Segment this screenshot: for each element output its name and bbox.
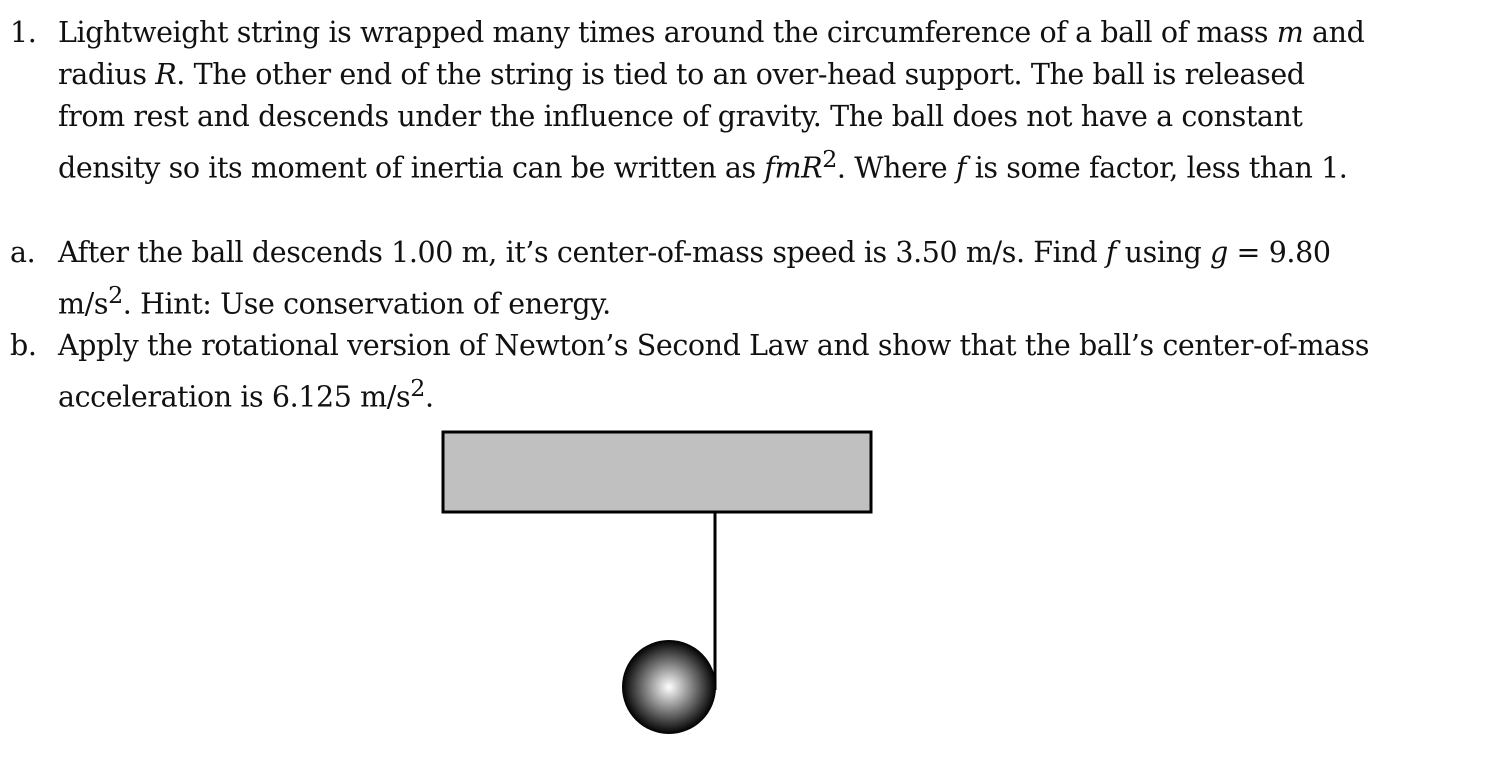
- variable-R: R: [155, 58, 177, 91]
- problem-text-line1: Lightweight string is wrapped many times around the circumference of a ball of mass: [58, 16, 1277, 49]
- problem-text-line2: . The other end of the string is tied to an over-head support. The ball is released: [176, 58, 1305, 91]
- problem-text-line4-start: density so its moment of inertia can be written as: [58, 151, 765, 185]
- problem-text-line3: from rest and descends under the influence of gravity. The ball does not have a constant: [58, 100, 1303, 133]
- part-a-text3: = 9.80: [1227, 235, 1331, 269]
- problem-text-line1-end: and: [1303, 16, 1365, 49]
- part-a-text1: After the ball descends 1.00 m, it’s center-of-mass speed is 3.50 m/s. Find: [58, 235, 1106, 269]
- part-a-marker: a.: [10, 235, 36, 269]
- expression-fmR: fmR: [764, 151, 823, 185]
- variable-f: f: [955, 151, 967, 185]
- superscript-2: 2: [822, 145, 837, 173]
- part-b-text2: acceleration is 6.125 m/s: [58, 380, 411, 414]
- variable-f: f: [1105, 235, 1117, 269]
- problem-number: 1.: [10, 16, 37, 49]
- part-a-text2: using: [1116, 235, 1211, 269]
- problem-text-line4-mid: . Where: [836, 151, 956, 185]
- variable-g: g: [1210, 235, 1228, 269]
- superscript-2: 2: [410, 374, 425, 402]
- part-a-text5: . Hint: Use conservation of energy.: [122, 287, 611, 320]
- overhead-support: [443, 432, 871, 512]
- problem-text-line2-start: radius: [58, 58, 156, 91]
- ball: [622, 640, 716, 734]
- part-b-text1: Apply the rotational version of Newton’s Second Law and show that the ball’s center-of-mass: [58, 329, 1370, 362]
- part-b-marker: b.: [10, 329, 37, 362]
- part-b-text3: .: [424, 380, 434, 414]
- superscript-2: 2: [108, 280, 123, 309]
- problem-text-line4-end: is some factor, less than 1.: [966, 151, 1348, 185]
- variable-m: m: [1276, 16, 1304, 49]
- part-a-text4: m/s: [58, 287, 109, 320]
